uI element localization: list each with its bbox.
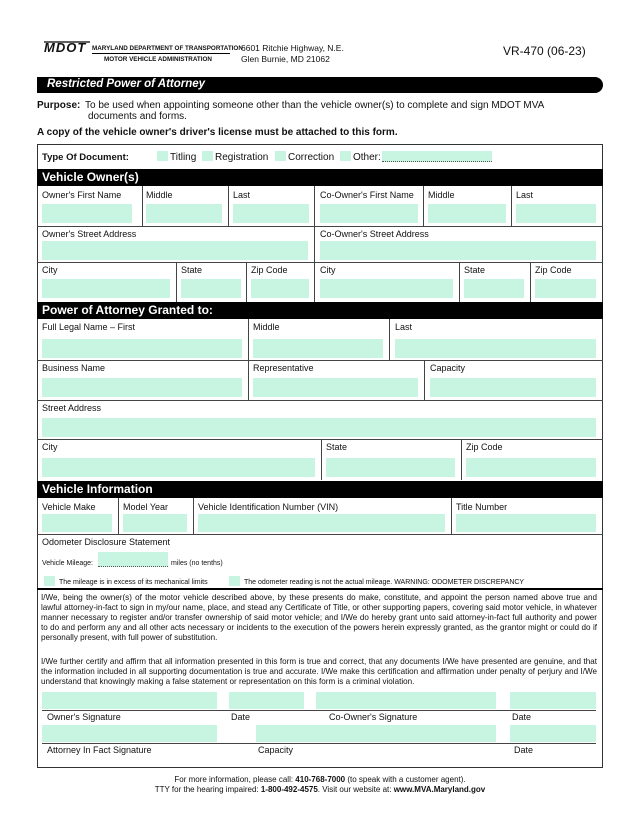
co-owner-street-label: Co-Owner's Street Address [320, 229, 429, 239]
vehicle-heading-bar [37, 481, 603, 498]
poa-city-label: City [42, 442, 58, 452]
registration-option: Registration [215, 152, 269, 163]
co-owner-state-label: State [464, 265, 486, 275]
other-checkbox[interactable] [340, 151, 351, 161]
date-3-label: Date [514, 745, 534, 755]
title-number-input[interactable] [456, 514, 596, 532]
owner-state-input[interactable] [181, 279, 241, 298]
owner-first-input[interactable] [42, 204, 132, 223]
poa-first-input[interactable] [42, 339, 242, 358]
owner-signature-input[interactable] [42, 692, 217, 709]
purpose-label: Purpose: [37, 100, 81, 111]
excess-label: The mileage is in excess of its mechanical limits [59, 579, 208, 586]
co-owner-city-label: City [320, 265, 336, 275]
owner-signature-label: Owner's Signature [47, 712, 121, 722]
poa-first-label: Full Legal Name – First [42, 322, 136, 332]
vehicle-make-label: Vehicle Make [42, 502, 96, 512]
excess-checkbox[interactable] [44, 576, 55, 586]
title-number-label: Title Number [456, 502, 508, 512]
owners-heading: Vehicle Owner(s) [42, 170, 139, 184]
poa-street-label: Street Address [42, 403, 102, 413]
poa-capacity-input[interactable] [430, 378, 596, 397]
not-actual-checkbox[interactable] [229, 576, 240, 586]
co-owner-zip-label: Zip Code [535, 265, 572, 275]
vehicle-make-input[interactable] [42, 514, 112, 532]
date-2-input[interactable] [510, 692, 596, 709]
mileage-input[interactable] [98, 552, 168, 567]
purpose-line-2: documents and forms. [88, 111, 187, 122]
vehicle-heading: Vehicle Information [42, 482, 153, 496]
co-owner-first-input[interactable] [320, 204, 418, 223]
license-notice: A copy of the vehicle owner's driver's license must be attached to this form. [37, 127, 398, 138]
not-actual-label: The odometer reading is not the actual mileage. WARNING: ODOMETER DISCREPANCY [244, 579, 525, 586]
website-link[interactable]: www.MVA.Maryland.gov [393, 785, 486, 794]
owner-street-input[interactable] [42, 241, 308, 260]
phone-number: 410-768-7000 [295, 775, 346, 784]
co-owner-signature-input[interactable] [316, 692, 496, 709]
owner-first-label: Owner's First Name [42, 190, 122, 200]
purpose-line-1: To be used when appointing someone other than the vehicle owner(s) to complete and sign MDOT MVA [85, 100, 545, 111]
representative-label: Representative [253, 363, 314, 373]
co-owner-city-input[interactable] [320, 279, 453, 298]
vin-input[interactable] [198, 514, 445, 532]
poa-heading-bar [37, 302, 603, 319]
tty-number: 1-800-492-4575 [260, 785, 318, 794]
correction-option: Correction [288, 152, 335, 163]
poa-last-label: Last [395, 322, 413, 332]
co-owner-last-input[interactable] [516, 204, 596, 223]
owner-city-input[interactable] [42, 279, 170, 298]
agency-line-1: MARYLAND DEPARTMENT OF TRANSPORTATION [92, 45, 243, 52]
date-2-label: Date [512, 712, 532, 722]
poa-state-label: State [326, 442, 348, 452]
agency-line-2: MOTOR VEHICLE ADMINISTRATION [104, 56, 212, 63]
capacity-sign-label: Capacity [258, 745, 294, 755]
titling-checkbox[interactable] [157, 151, 168, 161]
owner-street-label: Owner's Street Address [42, 229, 137, 239]
date-1-label: Date [231, 712, 251, 722]
footer-line-1: For more information, please call: 410-768-7000 (to speak with a customer agent). [174, 775, 466, 784]
mileage-label: Vehicle Mileage: [42, 560, 93, 567]
attorney-signature-label: Attorney In Fact Signature [47, 745, 152, 755]
owners-heading-bar [37, 169, 603, 186]
poa-street-input[interactable] [42, 418, 596, 437]
co-owner-last-label: Last [516, 190, 534, 200]
form-number: VR-470 (06-23) [503, 44, 586, 58]
poa-middle-label: Middle [253, 322, 280, 332]
representative-input[interactable] [253, 378, 418, 397]
owner-last-input[interactable] [233, 204, 309, 223]
odometer-heading: Odometer Disclosure Statement [42, 537, 171, 547]
owner-zip-input[interactable] [251, 279, 309, 298]
poa-city-input[interactable] [42, 458, 315, 477]
owner-last-label: Last [233, 190, 251, 200]
address-line-1: 6601 Ritchie Highway, N.E. [241, 43, 344, 53]
form-title: Restricted Power of Attorney [47, 78, 206, 90]
other-input[interactable] [382, 151, 492, 162]
titling-option: Titling [170, 152, 197, 163]
poa-last-input[interactable] [395, 339, 596, 358]
date-1-input[interactable] [229, 692, 304, 709]
logo-text: MDOT [44, 40, 87, 55]
doc-type-label: Type Of Document: [42, 152, 129, 163]
business-name-input[interactable] [42, 378, 242, 397]
co-owner-middle-label: Middle [428, 190, 455, 200]
date-3-input[interactable] [510, 725, 596, 742]
attorney-signature-input[interactable] [42, 725, 217, 742]
statement-appointment: I/We, being the owner(s) of the motor vehicle described above, by these presents do make, constitute, and appoint the person named above true and lawful attorney-in-fact to sign in my/our name, place, and stead any Certificate of Title, or other supporting papers, covering said motor vehicle, in whatever manner necessary to register and/or transfer ownership of said motor vehicle; and I/We do hereby grant unto said attorney-in-fact full authority and power to do and perform any and all other acts necessary or incidents to the execution of the powers herein expressly granted, as the grantor might or could do if personally present, with full power of substitution. [41, 593, 597, 642]
co-owner-middle-input[interactable] [428, 204, 506, 223]
co-owner-first-label: Co-Owner's First Name [320, 190, 414, 200]
mileage-unit: miles (no tenths) [171, 560, 223, 567]
poa-zip-input[interactable] [466, 458, 596, 477]
registration-checkbox[interactable] [202, 151, 213, 161]
poa-zip-label: Zip Code [466, 442, 503, 452]
co-owner-state-input[interactable] [464, 279, 524, 298]
poa-middle-input[interactable] [253, 339, 383, 358]
model-year-input[interactable] [123, 514, 187, 532]
correction-checkbox[interactable] [275, 151, 286, 161]
owner-city-label: City [42, 265, 58, 275]
co-owner-zip-input[interactable] [535, 279, 596, 298]
owner-middle-input[interactable] [146, 204, 222, 223]
mdot-logo [42, 39, 92, 55]
co-owner-signature-label: Co-Owner's Signature [329, 712, 418, 722]
statement-certification: I/We further certify and affirm that all information presented in this form is true and correct, that any documents I/We have presented are genuine, and that the information included in all supporting documentation is true and accurate. I/We make this certification and affirmation under penalty of perjury and I/We understand that knowingly making a false statement or representation on this form is a criminal violation. [41, 657, 597, 686]
business-name-label: Business Name [42, 363, 106, 373]
vin-label: Vehicle Identification Number (VIN) [198, 502, 339, 512]
owner-zip-label: Zip Code [251, 265, 288, 275]
model-year-label: Model Year [123, 502, 169, 512]
footer-line-2: TTY for the hearing impaired: 1-800-492-4575. Visit our website at: www.MVA.Maryland.gov [154, 785, 486, 794]
owner-middle-label: Middle [146, 190, 173, 200]
capacity-sign-input[interactable] [256, 725, 496, 742]
poa-heading: Power of Attorney Granted to: [42, 303, 213, 317]
co-owner-street-input[interactable] [320, 241, 596, 260]
poa-state-input[interactable] [326, 458, 455, 477]
poa-capacity-label: Capacity [430, 363, 466, 373]
other-option: Other: [353, 152, 381, 163]
owner-state-label: State [181, 265, 203, 275]
title-bar [37, 77, 603, 93]
address-line-2: Glen Burnie, MD 21062 [241, 54, 330, 64]
